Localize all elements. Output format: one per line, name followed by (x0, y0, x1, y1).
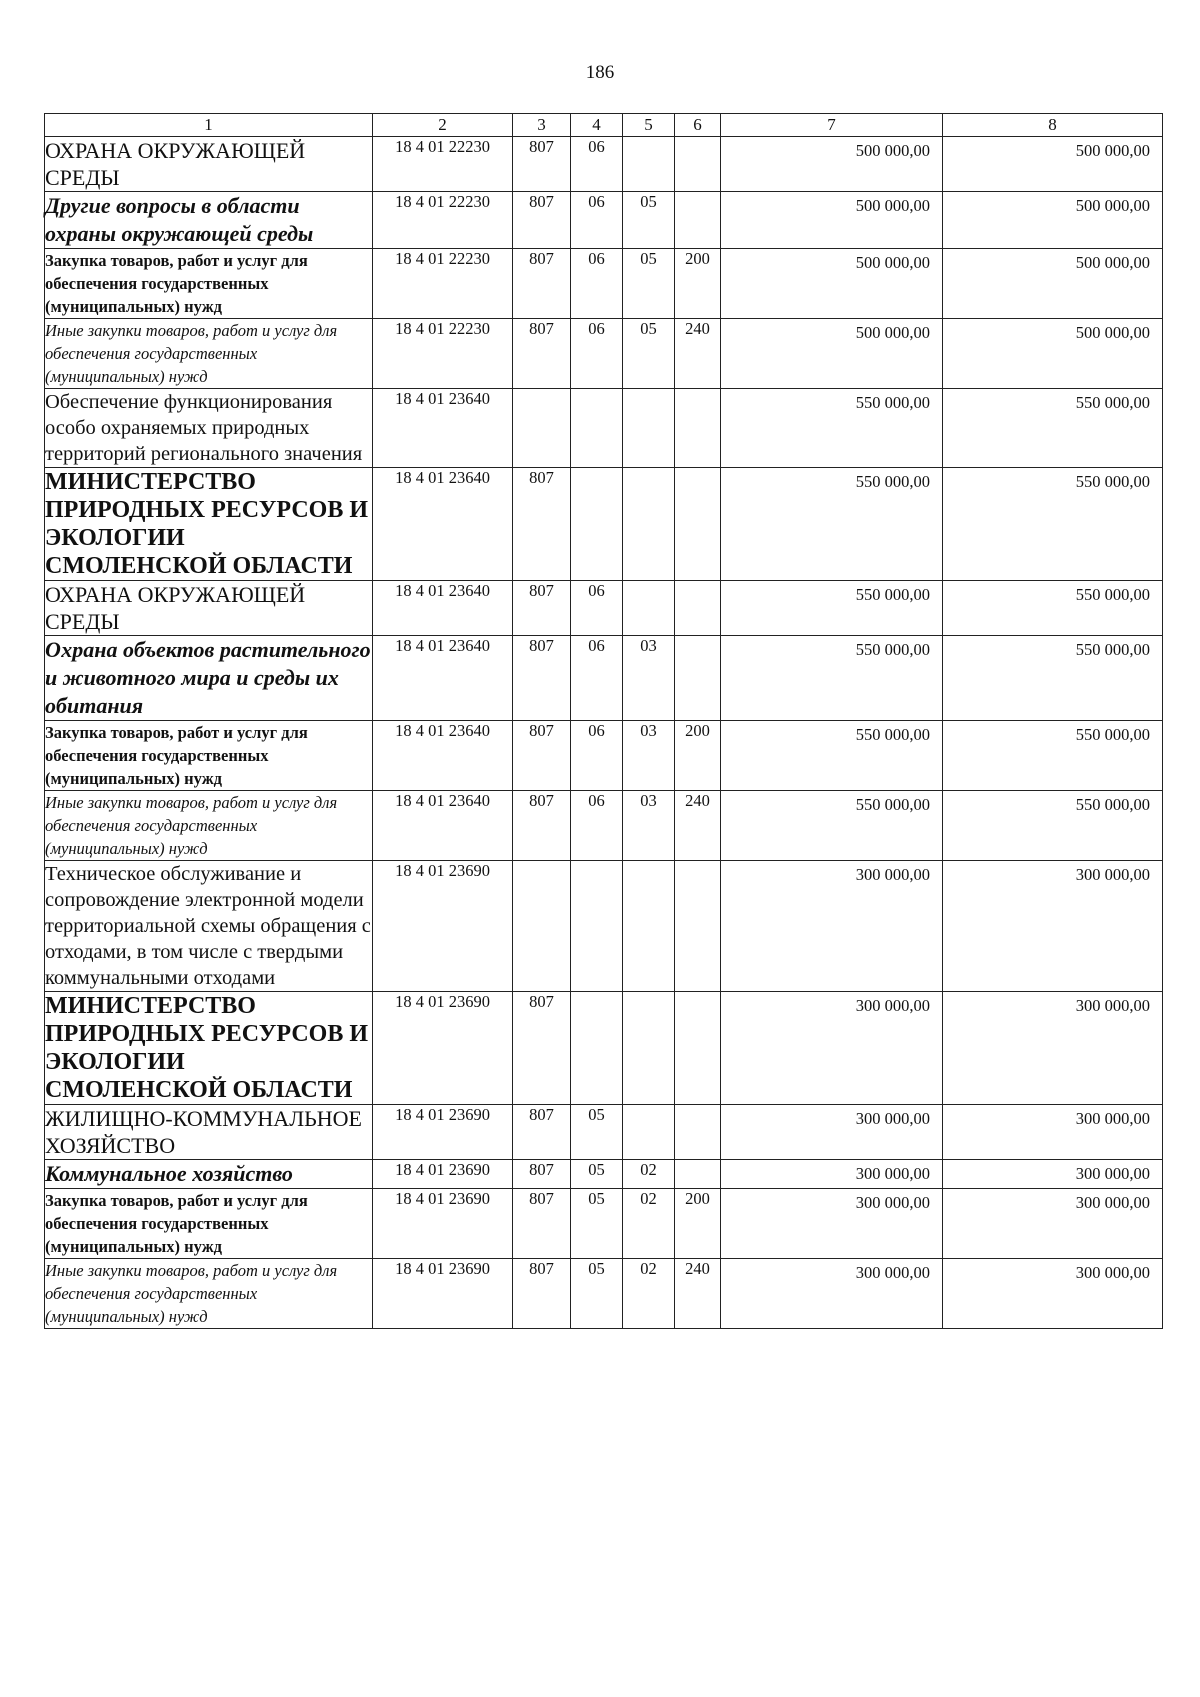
table-row (45, 992, 1163, 1105)
ministry-code: 807 (513, 319, 571, 389)
row-name-text: Техническое обслуживание и сопровождение электронной модели территориальной схемы обращения с отходами, в том числе с твердыми коммунальными отходами (45, 863, 371, 989)
expense-type-code (675, 636, 721, 721)
amount-year-2: 500 000,00 (943, 319, 1163, 389)
row-name-text: ЖИЛИЩНО-КОММУНАЛЬНОЕ ХОЗЯЙСТВО (45, 1106, 362, 1158)
row-name (45, 1105, 373, 1160)
amount-year-2: 300 000,00 (943, 1259, 1163, 1329)
section-code: 06 (571, 581, 623, 636)
amount-year-1: 550 000,00 (721, 636, 943, 721)
table-body (45, 137, 1163, 1329)
subsection-code: 05 (623, 249, 675, 319)
target-article-code: 18 4 01 23640 (373, 636, 513, 721)
ministry-code: 807 (513, 1160, 571, 1189)
amount-year-1: 550 000,00 (721, 468, 943, 581)
amount-year-2: 300 000,00 (943, 1105, 1163, 1160)
table-row (45, 861, 1163, 992)
row-name (45, 389, 373, 468)
amount-year-1: 550 000,00 (721, 791, 943, 861)
amount-year-1: 500 000,00 (721, 137, 943, 192)
amount-year-1: 500 000,00 (721, 249, 943, 319)
target-article-code: 18 4 01 23640 (373, 721, 513, 791)
expense-type-code (675, 468, 721, 581)
expense-type-code (675, 192, 721, 249)
subsection-code: 03 (623, 721, 675, 791)
amount-year-2: 550 000,00 (943, 636, 1163, 721)
section-code: 06 (571, 319, 623, 389)
row-name (45, 581, 373, 636)
subsection-code (623, 581, 675, 636)
section-code: 05 (571, 1189, 623, 1259)
amount-year-1: 300 000,00 (721, 1259, 943, 1329)
row-name-text: Закупка товаров, работ и услуг для обеспечения государственных (муниципальных) нужд (45, 1191, 308, 1256)
header-cell: 8 (943, 114, 1163, 137)
target-article-code: 18 4 01 22230 (373, 249, 513, 319)
expense-type-code (675, 137, 721, 192)
ministry-code: 807 (513, 992, 571, 1105)
amount-year-1: 300 000,00 (721, 992, 943, 1105)
section-code: 06 (571, 137, 623, 192)
header-row (45, 114, 1163, 137)
header-cell: 4 (571, 114, 623, 137)
expense-type-code: 200 (675, 721, 721, 791)
table-row (45, 249, 1163, 319)
row-name (45, 192, 373, 249)
ministry-code: 807 (513, 468, 571, 581)
subsection-code: 02 (623, 1189, 675, 1259)
amount-year-2: 550 000,00 (943, 791, 1163, 861)
section-code (571, 992, 623, 1105)
subsection-code (623, 861, 675, 992)
amount-year-1: 500 000,00 (721, 192, 943, 249)
subsection-code (623, 137, 675, 192)
table-row (45, 468, 1163, 581)
table-row (45, 636, 1163, 721)
row-name-text: Коммунальное хозяйство (45, 1161, 293, 1186)
target-article-code: 18 4 01 22230 (373, 137, 513, 192)
expense-type-code: 200 (675, 249, 721, 319)
section-code (571, 861, 623, 992)
ministry-code: 807 (513, 192, 571, 249)
target-article-code: 18 4 01 23640 (373, 389, 513, 468)
row-name-text: Закупка товаров, работ и услуг для обеспечения государственных (муниципальных) нужд (45, 723, 308, 788)
row-name (45, 791, 373, 861)
target-article-code: 18 4 01 23640 (373, 468, 513, 581)
table-row (45, 791, 1163, 861)
row-name-text: Иные закупки товаров, работ и услуг для обеспечения государственных (муниципальных) нужд (45, 793, 338, 858)
table-row (45, 1189, 1163, 1259)
table-row (45, 1160, 1163, 1189)
row-name-text: Другие вопросы в области охраны окружающей среды (45, 193, 314, 246)
subsection-code (623, 992, 675, 1105)
amount-year-1: 500 000,00 (721, 319, 943, 389)
header-cell: 7 (721, 114, 943, 137)
table-row (45, 1105, 1163, 1160)
section-code: 05 (571, 1259, 623, 1329)
subsection-code (623, 389, 675, 468)
ministry-code (513, 389, 571, 468)
target-article-code: 18 4 01 23640 (373, 581, 513, 636)
row-name-text: ОХРАНА ОКРУЖАЮЩЕЙ СРЕДЫ (45, 582, 306, 634)
row-name (45, 721, 373, 791)
row-name-text: МИНИСТЕРСТВО ПРИРОДНЫХ РЕСУРСОВ И ЭКОЛОГИИ СМОЛЕНСКОЙ ОБЛАСТИ (45, 993, 368, 1103)
expense-type-code (675, 581, 721, 636)
amount-year-2: 550 000,00 (943, 389, 1163, 468)
target-article-code: 18 4 01 23690 (373, 1189, 513, 1259)
page-number: 186 (585, 62, 615, 83)
row-name-text: Обеспечение функционирования особо охраняемых природных территорий регионального значения (45, 391, 363, 465)
subsection-code (623, 1105, 675, 1160)
header-cell: 6 (675, 114, 721, 137)
target-article-code: 18 4 01 23690 (373, 1160, 513, 1189)
subsection-code: 05 (623, 192, 675, 249)
table-row (45, 721, 1163, 791)
table-row (45, 137, 1163, 192)
ministry-code: 807 (513, 1105, 571, 1160)
row-name-text: Закупка товаров, работ и услуг для обеспечения государственных (муниципальных) нужд (45, 251, 308, 316)
ministry-code (513, 861, 571, 992)
row-name (45, 1160, 373, 1189)
budget-table (44, 113, 1163, 1329)
amount-year-1: 550 000,00 (721, 721, 943, 791)
expense-type-code: 200 (675, 1189, 721, 1259)
ministry-code: 807 (513, 249, 571, 319)
header-cell: 5 (623, 114, 675, 137)
section-code (571, 389, 623, 468)
target-article-code: 18 4 01 23690 (373, 992, 513, 1105)
amount-year-1: 300 000,00 (721, 1160, 943, 1189)
row-name (45, 137, 373, 192)
section-code: 06 (571, 192, 623, 249)
target-article-code: 18 4 01 23690 (373, 861, 513, 992)
row-name (45, 861, 373, 992)
target-article-code: 18 4 01 23640 (373, 791, 513, 861)
row-name (45, 249, 373, 319)
amount-year-2: 300 000,00 (943, 1160, 1163, 1189)
ministry-code: 807 (513, 1189, 571, 1259)
expense-type-code (675, 1160, 721, 1189)
target-article-code: 18 4 01 22230 (373, 192, 513, 249)
section-code: 06 (571, 791, 623, 861)
amount-year-2: 500 000,00 (943, 137, 1163, 192)
amount-year-2: 300 000,00 (943, 1189, 1163, 1259)
subsection-code: 03 (623, 791, 675, 861)
amount-year-1: 550 000,00 (721, 581, 943, 636)
table-row (45, 581, 1163, 636)
amount-year-1: 300 000,00 (721, 1105, 943, 1160)
table-row (45, 319, 1163, 389)
amount-year-2: 550 000,00 (943, 721, 1163, 791)
ministry-code: 807 (513, 137, 571, 192)
ministry-code: 807 (513, 791, 571, 861)
amount-year-2: 550 000,00 (943, 581, 1163, 636)
expense-type-code (675, 1105, 721, 1160)
expense-type-code: 240 (675, 1259, 721, 1329)
section-code: 05 (571, 1105, 623, 1160)
subsection-code (623, 468, 675, 581)
expense-type-code: 240 (675, 791, 721, 861)
amount-year-2: 550 000,00 (943, 468, 1163, 581)
section-code (571, 468, 623, 581)
target-article-code: 18 4 01 22230 (373, 319, 513, 389)
subsection-code: 05 (623, 319, 675, 389)
amount-year-1: 300 000,00 (721, 1189, 943, 1259)
subsection-code: 02 (623, 1160, 675, 1189)
amount-year-1: 300 000,00 (721, 861, 943, 992)
section-code: 05 (571, 1160, 623, 1189)
expense-type-code (675, 861, 721, 992)
expense-type-code (675, 389, 721, 468)
subsection-code: 02 (623, 1259, 675, 1329)
expense-type-code (675, 992, 721, 1105)
header-cell: 2 (373, 114, 513, 137)
target-article-code: 18 4 01 23690 (373, 1105, 513, 1160)
row-name (45, 468, 373, 581)
row-name-text: Иные закупки товаров, работ и услуг для обеспечения государственных (муниципальных) нужд (45, 321, 338, 386)
row-name (45, 636, 373, 721)
header-cell: 1 (45, 114, 373, 137)
ministry-code: 807 (513, 581, 571, 636)
amount-year-1: 550 000,00 (721, 389, 943, 468)
header-cell: 3 (513, 114, 571, 137)
row-name-text: МИНИСТЕРСТВО ПРИРОДНЫХ РЕСУРСОВ И ЭКОЛОГИИ СМОЛЕНСКОЙ ОБЛАСТИ (45, 469, 368, 579)
row-name (45, 1189, 373, 1259)
row-name (45, 992, 373, 1105)
table-row (45, 1259, 1163, 1329)
ministry-code: 807 (513, 721, 571, 791)
table-row (45, 389, 1163, 468)
expense-type-code: 240 (675, 319, 721, 389)
amount-year-2: 300 000,00 (943, 861, 1163, 992)
row-name-text: ОХРАНА ОКРУЖАЮЩЕЙ СРЕДЫ (45, 138, 306, 190)
section-code: 06 (571, 721, 623, 791)
ministry-code: 807 (513, 636, 571, 721)
row-name-text: Охрана объектов растительного и животного мира и среды их обитания (45, 637, 371, 718)
row-name (45, 1259, 373, 1329)
table-row (45, 192, 1163, 249)
amount-year-2: 500 000,00 (943, 192, 1163, 249)
subsection-code: 03 (623, 636, 675, 721)
section-code: 06 (571, 636, 623, 721)
target-article-code: 18 4 01 23690 (373, 1259, 513, 1329)
section-code: 06 (571, 249, 623, 319)
row-name-text: Иные закупки товаров, работ и услуг для обеспечения государственных (муниципальных) нужд (45, 1261, 338, 1326)
amount-year-2: 500 000,00 (943, 249, 1163, 319)
ministry-code: 807 (513, 1259, 571, 1329)
row-name (45, 319, 373, 389)
amount-year-2: 300 000,00 (943, 992, 1163, 1105)
